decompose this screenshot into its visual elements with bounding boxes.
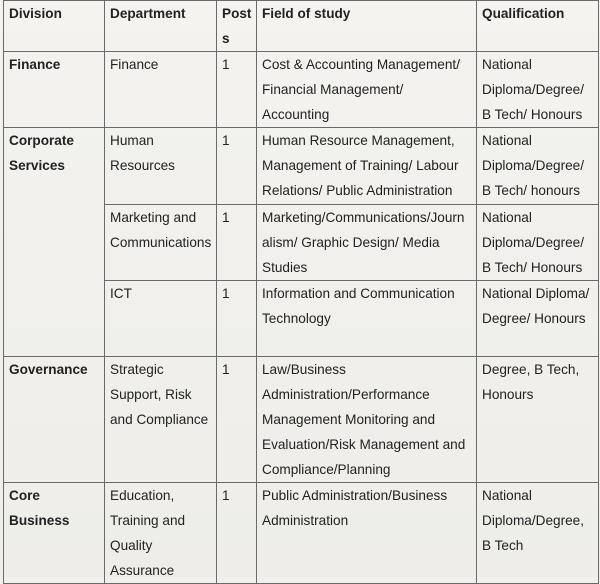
- field-cell: Marketing/Communications/Journalism/ Graphic Design/ Media Studies: [257, 205, 477, 281]
- qualification-cell: National Diploma/Degree, B Tech: [477, 483, 599, 584]
- header-row: [4, 1, 599, 52]
- table-row: [4, 128, 599, 205]
- posts-cell: 1: [217, 281, 257, 357]
- header-division: Division: [4, 1, 105, 52]
- department-cell: Human Resources: [105, 128, 217, 205]
- header-department: Department: [105, 1, 217, 52]
- department-cell: Strategic Support, Risk and Compliance: [105, 357, 217, 483]
- table-row: [4, 52, 599, 128]
- department-cell: ICT: [105, 281, 217, 357]
- department-cell: Education, Training and Quality Assurance: [105, 483, 217, 584]
- header-posts: Post s: [217, 1, 257, 52]
- field-cell: Public Administration/Business Administration: [257, 483, 477, 584]
- posts-cell: 1: [217, 52, 257, 128]
- header-qualification: Qualification: [477, 1, 599, 52]
- field-cell: Cost & Accounting Management/ Financial Management/ Accounting: [257, 52, 477, 128]
- department-cell: Marketing and Communications: [105, 205, 217, 281]
- division-cell: Core Business: [4, 483, 105, 584]
- qualification-cell: National Diploma/Degree/ B Tech/ Honours: [477, 52, 599, 128]
- field-cell: Information and Communication Technology: [257, 281, 477, 357]
- qualification-cell: National Diploma/ Degree/ Honours: [477, 281, 599, 357]
- division-cell: Finance: [4, 52, 105, 128]
- table-row: [4, 483, 599, 584]
- field-cell: Law/Business Administration/Performance Management Monitoring and Evaluation/Risk Management and Compliance/Planning: [257, 357, 477, 483]
- posts-cell: 1: [217, 483, 257, 584]
- division-cell: Governance: [4, 357, 105, 483]
- table-row: [4, 357, 599, 483]
- header-field-of-study: Field of study: [257, 1, 477, 52]
- department-cell: Finance: [105, 52, 217, 128]
- posts-cell: 1: [217, 128, 257, 205]
- posts-cell: 1: [217, 357, 257, 483]
- field-cell: Human Resource Management, Management of Training/ Labour Relations/ Public Administration: [257, 128, 477, 205]
- posts-cell: 1: [217, 205, 257, 281]
- division-cell: Corporate Services: [4, 128, 105, 357]
- qualification-cell: Degree, B Tech, Honours: [477, 357, 599, 483]
- qualification-cell: National Diploma/Degree/ B Tech/ Honours: [477, 205, 599, 281]
- qualification-cell: National Diploma/Degree/ B Tech/ honours: [477, 128, 599, 205]
- vacancies-table: [3, 0, 599, 584]
